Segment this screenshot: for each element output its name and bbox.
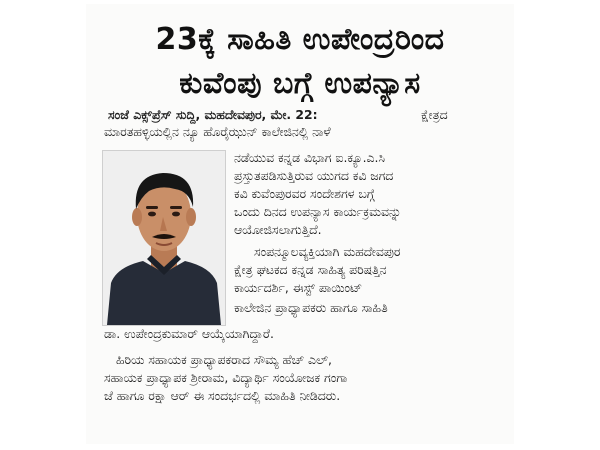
- article-line: ನಡೆಯುವ ಕನ್ನಡ ವಿಭಾಗ ಐ.ಕ್ಯೂ.ಎ.ಸಿ: [234, 150, 385, 165]
- article-line: ಮಾರತಹಳ್ಳಿಯಲ್ಲಿನ ನ್ಯೂ ಹೊರೈಝುನ್ ಕಾಲೇಜಿನಲ್ಲಿ ನಾಳೆ: [104, 124, 331, 139]
- headline-line-1: 23ಕ್ಕೆ ಸಾಹಿತಿ ಉಪೇಂದ್ರರಿಂದ: [155, 22, 445, 57]
- article-line: ಸಂಪನ್ಮೂಲವ್ಯಕ್ತಿಯಾಗಿ ಮಹದೇವಪುರ: [254, 244, 401, 259]
- article-line: ಕ್ಷೇತ್ರ ಘಟಕದ ಕನ್ನಡ ಸಾಹಿತ್ಯ ಪರಿಷತ್ತಿನ: [234, 262, 387, 277]
- article-line: ಒಂದು ದಿನದ ಉಪನ್ಯಾಸ ಕಾರ್ಯಕ್ರಮವನ್ನು: [234, 204, 402, 219]
- article-line: ಆಯೋಜಿಸಲಾಗುತ್ತಿದೆ.: [234, 222, 322, 237]
- portrait-illustration: [103, 151, 225, 325]
- speaker-photo: [102, 150, 226, 326]
- article-line: ಕ್ಷೇತ್ರದ: [421, 107, 448, 122]
- article-line: ಪ್ರಸ್ತುತಪಡಿಸುತ್ತಿರುವ ಯುಗದ ಕವಿ ಜಗದ: [234, 168, 394, 183]
- article-line: ಜೆ ಹಾಗೂ ರಕ್ಷಾ ಆರ್ ಈ ಸಂದರ್ಭದಲ್ಲಿ ಮಾಹಿತಿ ನೀಡಿದರು.: [104, 388, 341, 403]
- article-line: ಕಾಲೇಜಿನ ಪ್ರಾಧ್ಯಾಪಕರು ಹಾಗೂ ಸಾಹಿತಿ: [234, 300, 388, 315]
- news-clipping: [86, 4, 514, 444]
- article-line: ಹಿರಿಯ ಸಹಾಯಕ ಪ್ರಾಧ್ಯಾಪಕರಾದ ಸೌಮ್ಯ ಹೆಚ್ ಎಲ್,: [116, 352, 332, 367]
- article-line: ಸಹಾಯಕ ಪ್ರಾಧ್ಯಾಪಕ ಶ್ರೀರಾಮ, ವಿದ್ಯಾರ್ಥಿ ಸಂಯೋಜಕ ಗಂಗಾ: [104, 370, 348, 385]
- headline-line-2: ಕುವೆಂಪು ಬಗ್ಗೆ ಉಪನ್ಯಾಸ: [179, 66, 421, 101]
- article-line: ಡಾ. ಉಪೇಂದ್ರಕುಮಾರ್ ಆಯ್ಕೆಯಾಗಿದ್ದಾರೆ.: [104, 326, 274, 341]
- article-line: ಕವಿ ಕುವೆಂಪುರವರ ಸಂದೇಶಗಳ ಬಗ್ಗೆ: [234, 186, 375, 201]
- article-dateline: ಸಂಜೆ ಎಕ್ಸ್‌ಪ್ರೆಸ್ ಸುದ್ದಿ, ಮಹದೇವಪುರ, ಮೇ. 22:: [108, 107, 318, 122]
- article-line: ಕಾರ್ಯದರ್ಶಿ, ಈಸ್ಟ್ ಪಾಯಿಂಟ್: [234, 280, 363, 295]
